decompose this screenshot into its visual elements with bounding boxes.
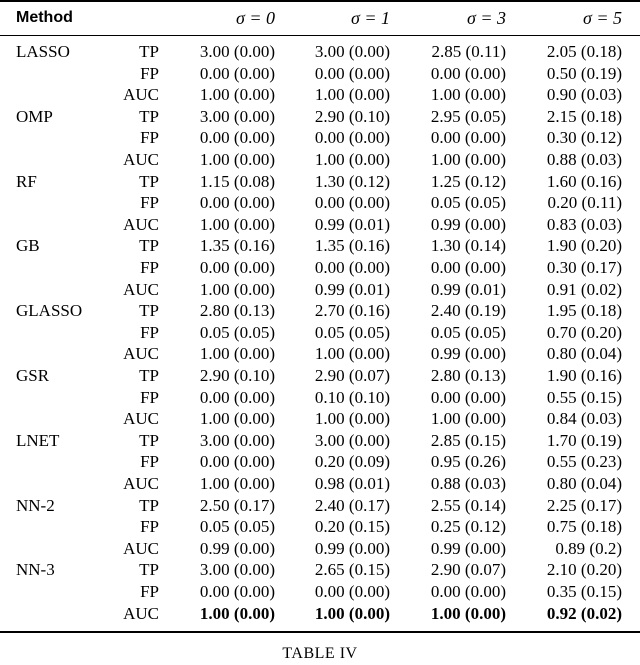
table-cell: 1.00 (0.00) — [430, 409, 506, 429]
row-method-name: GB — [16, 236, 40, 256]
table-cell: 1.00 (0.00) — [314, 409, 390, 429]
row-metric-label: TP — [139, 366, 159, 385]
table-cell: 0.10 (0.10) — [314, 387, 390, 407]
table-cell: 0.55 (0.15) — [546, 387, 622, 407]
table-cell: 0.05 (0.05) — [199, 322, 275, 342]
table-cell: 2.55 (0.14) — [430, 495, 506, 515]
table-cell: 1.00 (0.00) — [199, 150, 275, 169]
table-cell: 0.05 (0.05) — [314, 322, 390, 342]
table-cell: 0.30 (0.12) — [546, 128, 622, 148]
table-cell: 0.35 (0.15) — [546, 582, 622, 601]
row-metric-label: FP — [140, 322, 159, 342]
table-cell: 0.30 (0.17) — [546, 258, 622, 277]
table-cell: 1.30 (0.12) — [314, 171, 390, 191]
table-cell: 0.99 (0.00) — [314, 538, 390, 558]
table-cell: 0.70 (0.20) — [546, 322, 622, 342]
table-cell: 0.05 (0.05) — [430, 322, 506, 342]
row-metric-label: TP — [139, 42, 159, 61]
table-cell: 0.05 (0.05) — [430, 193, 506, 213]
table-cell: 0.00 (0.00) — [314, 258, 390, 277]
table-cell: 2.90 (0.07) — [430, 560, 506, 580]
table-cell: 3.00 (0.00) — [199, 560, 275, 580]
table-cell: 0.98 (0.01) — [314, 474, 390, 493]
table-cell: 0.89 (0.2) — [555, 538, 622, 558]
table-cell: 0.20 (0.11) — [547, 193, 622, 213]
table-cell: 0.99 (0.00) — [430, 538, 506, 558]
row-method-name: RF — [16, 171, 37, 191]
table-cell: 0.00 (0.00) — [314, 193, 390, 213]
table-cell: 2.90 (0.10) — [314, 106, 390, 126]
table-cell: 1.00 (0.00) — [430, 85, 506, 105]
table-cell: 0.00 (0.00) — [430, 258, 506, 277]
row-metric-label: AUC — [123, 344, 159, 364]
table-cell: 0.20 (0.09) — [314, 452, 390, 472]
row-method-name: LNET — [16, 430, 60, 450]
table-cell: 1.00 (0.00) — [199, 85, 275, 105]
row-method-name: NN-2 — [16, 495, 55, 515]
table-cell: 2.65 (0.15) — [314, 560, 390, 580]
row-metric-label: FP — [140, 63, 159, 83]
table-cell: 0.25 (0.12) — [430, 517, 506, 537]
table-cell: 0.00 (0.00) — [199, 193, 275, 213]
table-cell: 2.85 (0.11) — [431, 42, 506, 61]
table-cell: 0.75 (0.18) — [546, 517, 622, 537]
table-cell: 1.15 (0.08) — [199, 171, 275, 191]
table-cell: 0.84 (0.03) — [546, 409, 622, 429]
row-metric-label: AUC — [123, 85, 159, 105]
table-cell: 0.91 (0.02) — [546, 279, 622, 299]
row-metric-label: AUC — [123, 603, 159, 623]
table-cell: 0.00 (0.00) — [199, 582, 275, 601]
table-cell: 0.99 (0.01) — [314, 214, 390, 234]
row-metric-label: FP — [140, 582, 159, 601]
row-metric-label: FP — [140, 128, 159, 148]
header-method: Method — [16, 9, 73, 26]
table-cell: 2.15 (0.18) — [546, 106, 622, 126]
table-cell: 1.90 (0.20) — [546, 236, 622, 256]
table-cell: 1.00 (0.00) — [314, 603, 390, 623]
table-cell: 2.80 (0.13) — [199, 301, 275, 321]
table-cell: 1.30 (0.14) — [430, 236, 506, 256]
table-cell: 0.99 (0.01) — [430, 279, 506, 299]
table-cell: 0.00 (0.00) — [430, 582, 506, 601]
table-cell: 2.95 (0.05) — [430, 106, 506, 126]
table-cell: 0.00 (0.00) — [430, 128, 506, 148]
table-cell: 3.00 (0.00) — [314, 42, 390, 61]
table-cell: 0.83 (0.03) — [546, 214, 622, 234]
table-cell: 1.00 (0.00) — [314, 85, 390, 105]
row-metric-label: FP — [140, 387, 159, 407]
row-method-name: LASSO — [16, 42, 70, 61]
table-cell: 0.99 (0.00) — [199, 538, 275, 558]
table-cell: 0.55 (0.23) — [546, 452, 622, 472]
row-metric-label: TP — [139, 495, 159, 515]
table-cell: 1.00 (0.00) — [199, 279, 275, 299]
table-cell: 1.00 (0.00) — [314, 344, 390, 364]
row-metric-label: TP — [139, 106, 159, 126]
table-cell: 3.00 (0.00) — [199, 430, 275, 450]
table-cell: 1.35 (0.16) — [199, 236, 275, 256]
table-cell: 0.95 (0.26) — [430, 452, 506, 472]
table-cell: 0.80 (0.04) — [546, 344, 622, 364]
row-metric-label: TP — [139, 171, 159, 191]
table-cell: 0.99 (0.01) — [314, 279, 390, 299]
row-metric-label: TP — [139, 236, 159, 256]
table-cell: 1.00 (0.00) — [314, 150, 390, 169]
row-metric-label: AUC — [123, 214, 159, 234]
table-header-rule — [0, 35, 640, 36]
table-cell: 0.05 (0.05) — [199, 517, 275, 537]
table-cell: 1.90 (0.16) — [546, 366, 622, 385]
table-caption: TABLE IV — [282, 645, 358, 662]
table-bottom-rule — [0, 631, 640, 633]
header-sigma-3: σ = 3 — [466, 8, 506, 28]
row-metric-label: AUC — [123, 150, 159, 169]
row-metric-label: TP — [139, 560, 159, 580]
table-cell: 0.99 (0.00) — [430, 214, 506, 234]
row-metric-label: FP — [140, 517, 159, 537]
table-cell: 0.88 (0.03) — [430, 474, 506, 493]
table-cell: 0.99 (0.00) — [430, 344, 506, 364]
table-cell: 1.25 (0.12) — [430, 171, 506, 191]
table-top-rule — [0, 0, 640, 2]
row-metric-label: FP — [140, 452, 159, 472]
row-metric-label: TP — [139, 301, 159, 321]
table-cell: 1.00 (0.00) — [199, 603, 275, 623]
table-cell: 0.00 (0.00) — [314, 63, 390, 83]
table-cell: 1.60 (0.16) — [546, 171, 622, 191]
row-metric-label: FP — [140, 258, 159, 277]
table-cell: 3.00 (0.00) — [314, 430, 390, 450]
row-metric-label: AUC — [123, 279, 159, 299]
header-sigma-0: σ = 0 — [235, 8, 275, 28]
table-cell: 0.00 (0.00) — [199, 452, 275, 472]
row-metric-label: AUC — [123, 474, 159, 493]
table-cell: 0.92 (0.02) — [546, 603, 622, 623]
table-cell: 2.85 (0.15) — [430, 430, 506, 450]
table-cell: 2.90 (0.10) — [199, 366, 275, 385]
table-cell: 2.40 (0.17) — [314, 495, 390, 515]
table-cell: 0.80 (0.04) — [546, 474, 622, 493]
table-cell: 2.90 (0.07) — [314, 366, 390, 385]
table-cell: 0.90 (0.03) — [546, 85, 622, 105]
table-cell: 2.70 (0.16) — [314, 301, 390, 321]
table-cell: 0.88 (0.03) — [546, 150, 622, 169]
header-sigma-1: σ = 1 — [350, 8, 390, 28]
table-cell: 1.70 (0.19) — [546, 430, 622, 450]
table-cell: 0.00 (0.00) — [430, 387, 506, 407]
table-cell: 2.40 (0.19) — [430, 301, 506, 321]
table-cell: 1.00 (0.00) — [199, 409, 275, 429]
row-method-name: OMP — [16, 106, 53, 126]
table-cell: 2.50 (0.17) — [199, 495, 275, 515]
table-cell: 0.00 (0.00) — [199, 63, 275, 83]
row-metric-label: AUC — [123, 538, 159, 558]
table-cell: 1.00 (0.00) — [430, 150, 506, 169]
table-cell: 2.05 (0.18) — [546, 42, 622, 61]
table-cell: 1.00 (0.00) — [199, 214, 275, 234]
table-cell: 0.00 (0.00) — [199, 258, 275, 277]
table-cell: 2.10 (0.20) — [546, 560, 622, 580]
table-cell: 1.00 (0.00) — [199, 474, 275, 493]
table-cell: 2.80 (0.13) — [430, 366, 506, 385]
header-sigma-5: σ = 5 — [582, 8, 622, 28]
row-metric-label: TP — [139, 430, 159, 450]
table-cell: 2.25 (0.17) — [546, 495, 622, 515]
row-metric-label: FP — [140, 193, 159, 213]
table-cell: 3.00 (0.00) — [199, 106, 275, 126]
table-cell: 0.00 (0.00) — [199, 387, 275, 407]
table-cell: 0.00 (0.00) — [430, 63, 506, 83]
table-cell: 0.00 (0.00) — [199, 128, 275, 148]
row-metric-label: AUC — [123, 409, 159, 429]
table-cell: 1.95 (0.18) — [546, 301, 622, 321]
table-cell: 0.00 (0.00) — [314, 128, 390, 148]
table-cell: 0.20 (0.15) — [314, 517, 390, 537]
row-method-name: NN-3 — [16, 560, 55, 580]
table-cell: 1.00 (0.00) — [430, 603, 506, 623]
row-method-name: GLASSO — [16, 301, 83, 321]
table-cell: 3.00 (0.00) — [199, 42, 275, 61]
row-method-name: GSR — [16, 366, 50, 385]
table-cell: 1.35 (0.16) — [314, 236, 390, 256]
table-cell: 0.50 (0.19) — [546, 63, 622, 83]
table-cell: 1.00 (0.00) — [199, 344, 275, 364]
table-cell: 0.00 (0.00) — [314, 582, 390, 601]
